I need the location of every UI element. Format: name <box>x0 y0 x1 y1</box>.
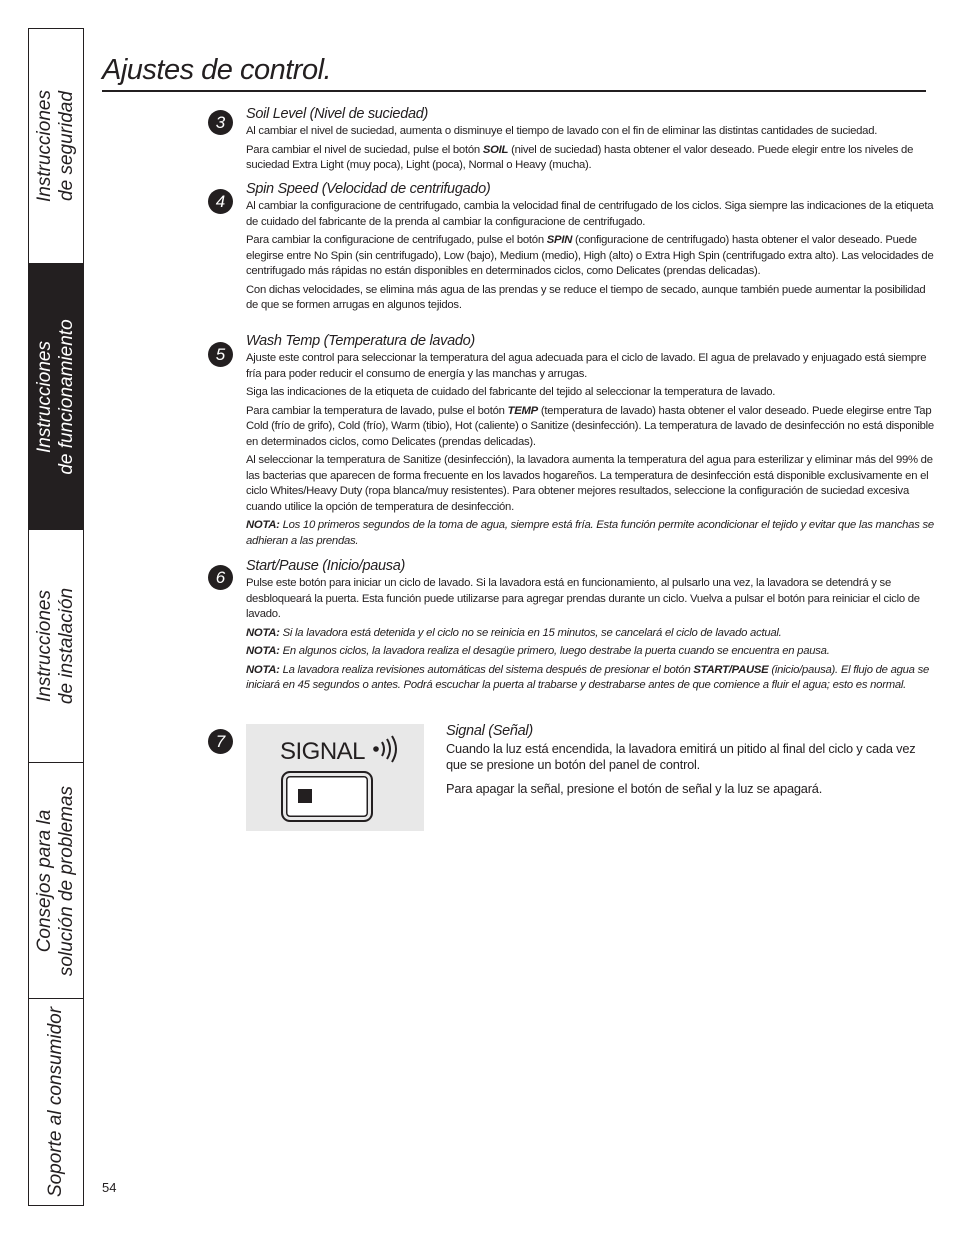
paragraph: Al seleccionar la temperatura de Sanitize (desinfección), la lavadora aumenta la temperatura del agua para esterilizar y eliminar más del 99% de las bacterias que aparecen de forma frecuente en los lavados hogareños. La temperatura de desinfección está disponible exclusivamente en el ciclo Whites/Heavy Duty (ropa blanca/muy resistentes). Para obtener mejores resultados, seleccione la configuración de suciedad excesiva cuando utilice la opción de temperatura de desinfección. <box>246 454 933 513</box>
note: NOTA: Los 10 primeros segundos de la toma de agua, siempre está fría. Esta función permite acondicionar el tejido y evitar que las manchas se adhieran a las prendas. <box>246 519 934 547</box>
tab-operating[interactable] <box>29 264 83 530</box>
tab-safety[interactable] <box>29 29 83 264</box>
section-heading: Start/Pause (Inicio/pausa) <box>246 558 406 574</box>
page-number: 54 <box>102 1180 117 1195</box>
paragraph: Al cambiar el nivel de suciedad, aumenta o disminuye el tiempo de lavado con el fin de eliminar las distintas cantidades de suciedad. <box>246 125 878 137</box>
paragraph: Para apagar la señal, presione el botón de señal y la luz se apagará. <box>446 781 823 796</box>
step-number-3: 3 <box>208 110 233 135</box>
tab-operating-label: Instrucciones de funcionamiento <box>34 318 77 475</box>
paragraph: Para cambiar el nivel de suciedad, pulse el botón SOIL (nivel de suciedad) hasta obtener el valor deseado. Puede elegir entre los niveles de suciedad Extra Light (muy poca), Light (poca), Normal o Heavy (mucha). <box>246 143 914 171</box>
key-label: SPIN <box>546 234 573 246</box>
signal-panel-label: SIGNAL <box>280 734 401 766</box>
section-soil-level <box>246 105 936 177</box>
step-number-7: 7 <box>208 729 233 754</box>
tab-installation[interactable] <box>29 530 83 763</box>
note: NOTA: Si la lavadora está detenida y el ciclo no se reinicia en 15 minutos, se cancelará el ciclo de lavado actual. <box>246 626 782 639</box>
paragraph: Con dichas velocidades, se elimina más agua de las prendas y se reduce el tiempo de secado, aunque también puede aumentar la posibilidad de que se formen arrugas en algunos tejidos. <box>246 283 926 311</box>
section-heading: Soil Level (Nivel de suciedad) <box>246 106 429 122</box>
tab-troubleshooting-label: Consejos para la solución de problemas <box>34 785 77 976</box>
paragraph: Pulse este botón para iniciar un ciclo de lavado. Si la lavadora está en funcionamiento, al pulsarlo una vez, la lavadora se detendrá y se desbloqueará la puerta. Esta función puede utilizarse para agregar prendas durante un ciclo. Vuelva a pulsar el botón para reiniciar el ciclo de lavado. <box>246 577 920 620</box>
paragraph: Al cambiar la configuracione de centrifugado, cambia la velocidad final de centrifugado de los ciclos. Siga siempre las indicaciones de la etiqueta de cuidado del fabricante de la prenda al cambiar la configuracione de centrifugado. <box>246 200 934 228</box>
paragraph: Cuando la luz está encendida, la lavadora emitirá un pitido al final del ciclo y cada vez que se presione un botón del panel de control. <box>446 741 916 772</box>
section-spin-speed <box>246 180 936 317</box>
note: NOTA: En algunos ciclos, la lavadora realiza el desagüe primero, luego destrabe la puerta cuando se encuentra en pausa. <box>246 645 830 657</box>
tab-consumer-support-label: Soporte al consumidor <box>45 1006 66 1197</box>
signal-button[interactable] <box>281 771 373 822</box>
paragraph: Siga las indicaciones de la etiqueta de cuidado del fabricante del tejido al seleccionar la temperatura de lavado. <box>246 386 776 398</box>
section-wash-temp <box>246 332 936 552</box>
step-number-4: 4 <box>208 189 233 214</box>
paragraph: Para cambiar la temperatura de lavado, pulse el botón TEMP (temperatura de lavado) hasta obtener el valor deseado. Puede elegirse entre Tap Cold (frío de grifo), Cold (frío), Warm (tibio), Hot (caliente) o Sanitize (desinfección). La temperatura de lavado de desinfección no está disponible en determinados ciclos, como Delicates (prendas delicadas). <box>246 404 934 448</box>
paragraph: Para cambiar la configuracione de centrifugado, pulse el botón SPIN (configuracione de centrifugado) hasta obtener el valor deseado. Puede elegirse entre No Spin (sin centrifugado), Low (bajo), Medium (medio), High (alto) o Extra High Spin (centrifugado extra alto). Las velocidades de centrifugado más rápidas no están disponibles en determinados ciclos, como Delicates (prendas delicadas). <box>246 234 934 277</box>
signal-control-panel <box>246 724 424 831</box>
key-label: TEMP <box>507 404 538 417</box>
section-signal <box>446 722 926 805</box>
section-start-pause <box>246 557 936 697</box>
tab-troubleshooting[interactable] <box>29 763 83 999</box>
paragraph: Ajuste este control para seleccionar la temperatura del agua adecuada para el ciclo de lavado. El agua de prelavado y enjuagado está siempre fría para poder reducir el consumo de energía y las manchas y arrugas. <box>246 352 927 380</box>
tab-consumer-support[interactable] <box>29 999 83 1204</box>
title-divider <box>102 90 926 92</box>
page-title: Ajustes de control. <box>102 54 332 86</box>
tab-installation-label: Instrucciones de instalación <box>34 587 77 705</box>
side-tab-nav <box>28 28 84 1206</box>
note: NOTA: La lavadora realiza revisiones automáticas del sistema después de presionar el botón START/PAUSE (inicio/pausa). El flujo de agua se iniciará en 45 segundos o antes. Podrá escuchar la puerta al trabarse y destrabarse antes de que comience a fluir el agua; esto es normal. <box>246 663 930 691</box>
step-number-6: 6 <box>208 565 233 590</box>
signal-indicator-light <box>298 789 312 803</box>
section-heading: Wash Temp (Temperatura de lavado) <box>246 333 475 349</box>
key-label: SOIL <box>482 143 509 156</box>
sound-waves-icon <box>371 734 401 764</box>
step-number-5: 5 <box>208 342 233 367</box>
section-heading: Signal (Señal) <box>446 723 533 739</box>
section-heading: Spin Speed (Velocidad de centrifugado) <box>246 181 491 197</box>
tab-safety-label: Instrucciones de seguridad <box>34 90 77 202</box>
